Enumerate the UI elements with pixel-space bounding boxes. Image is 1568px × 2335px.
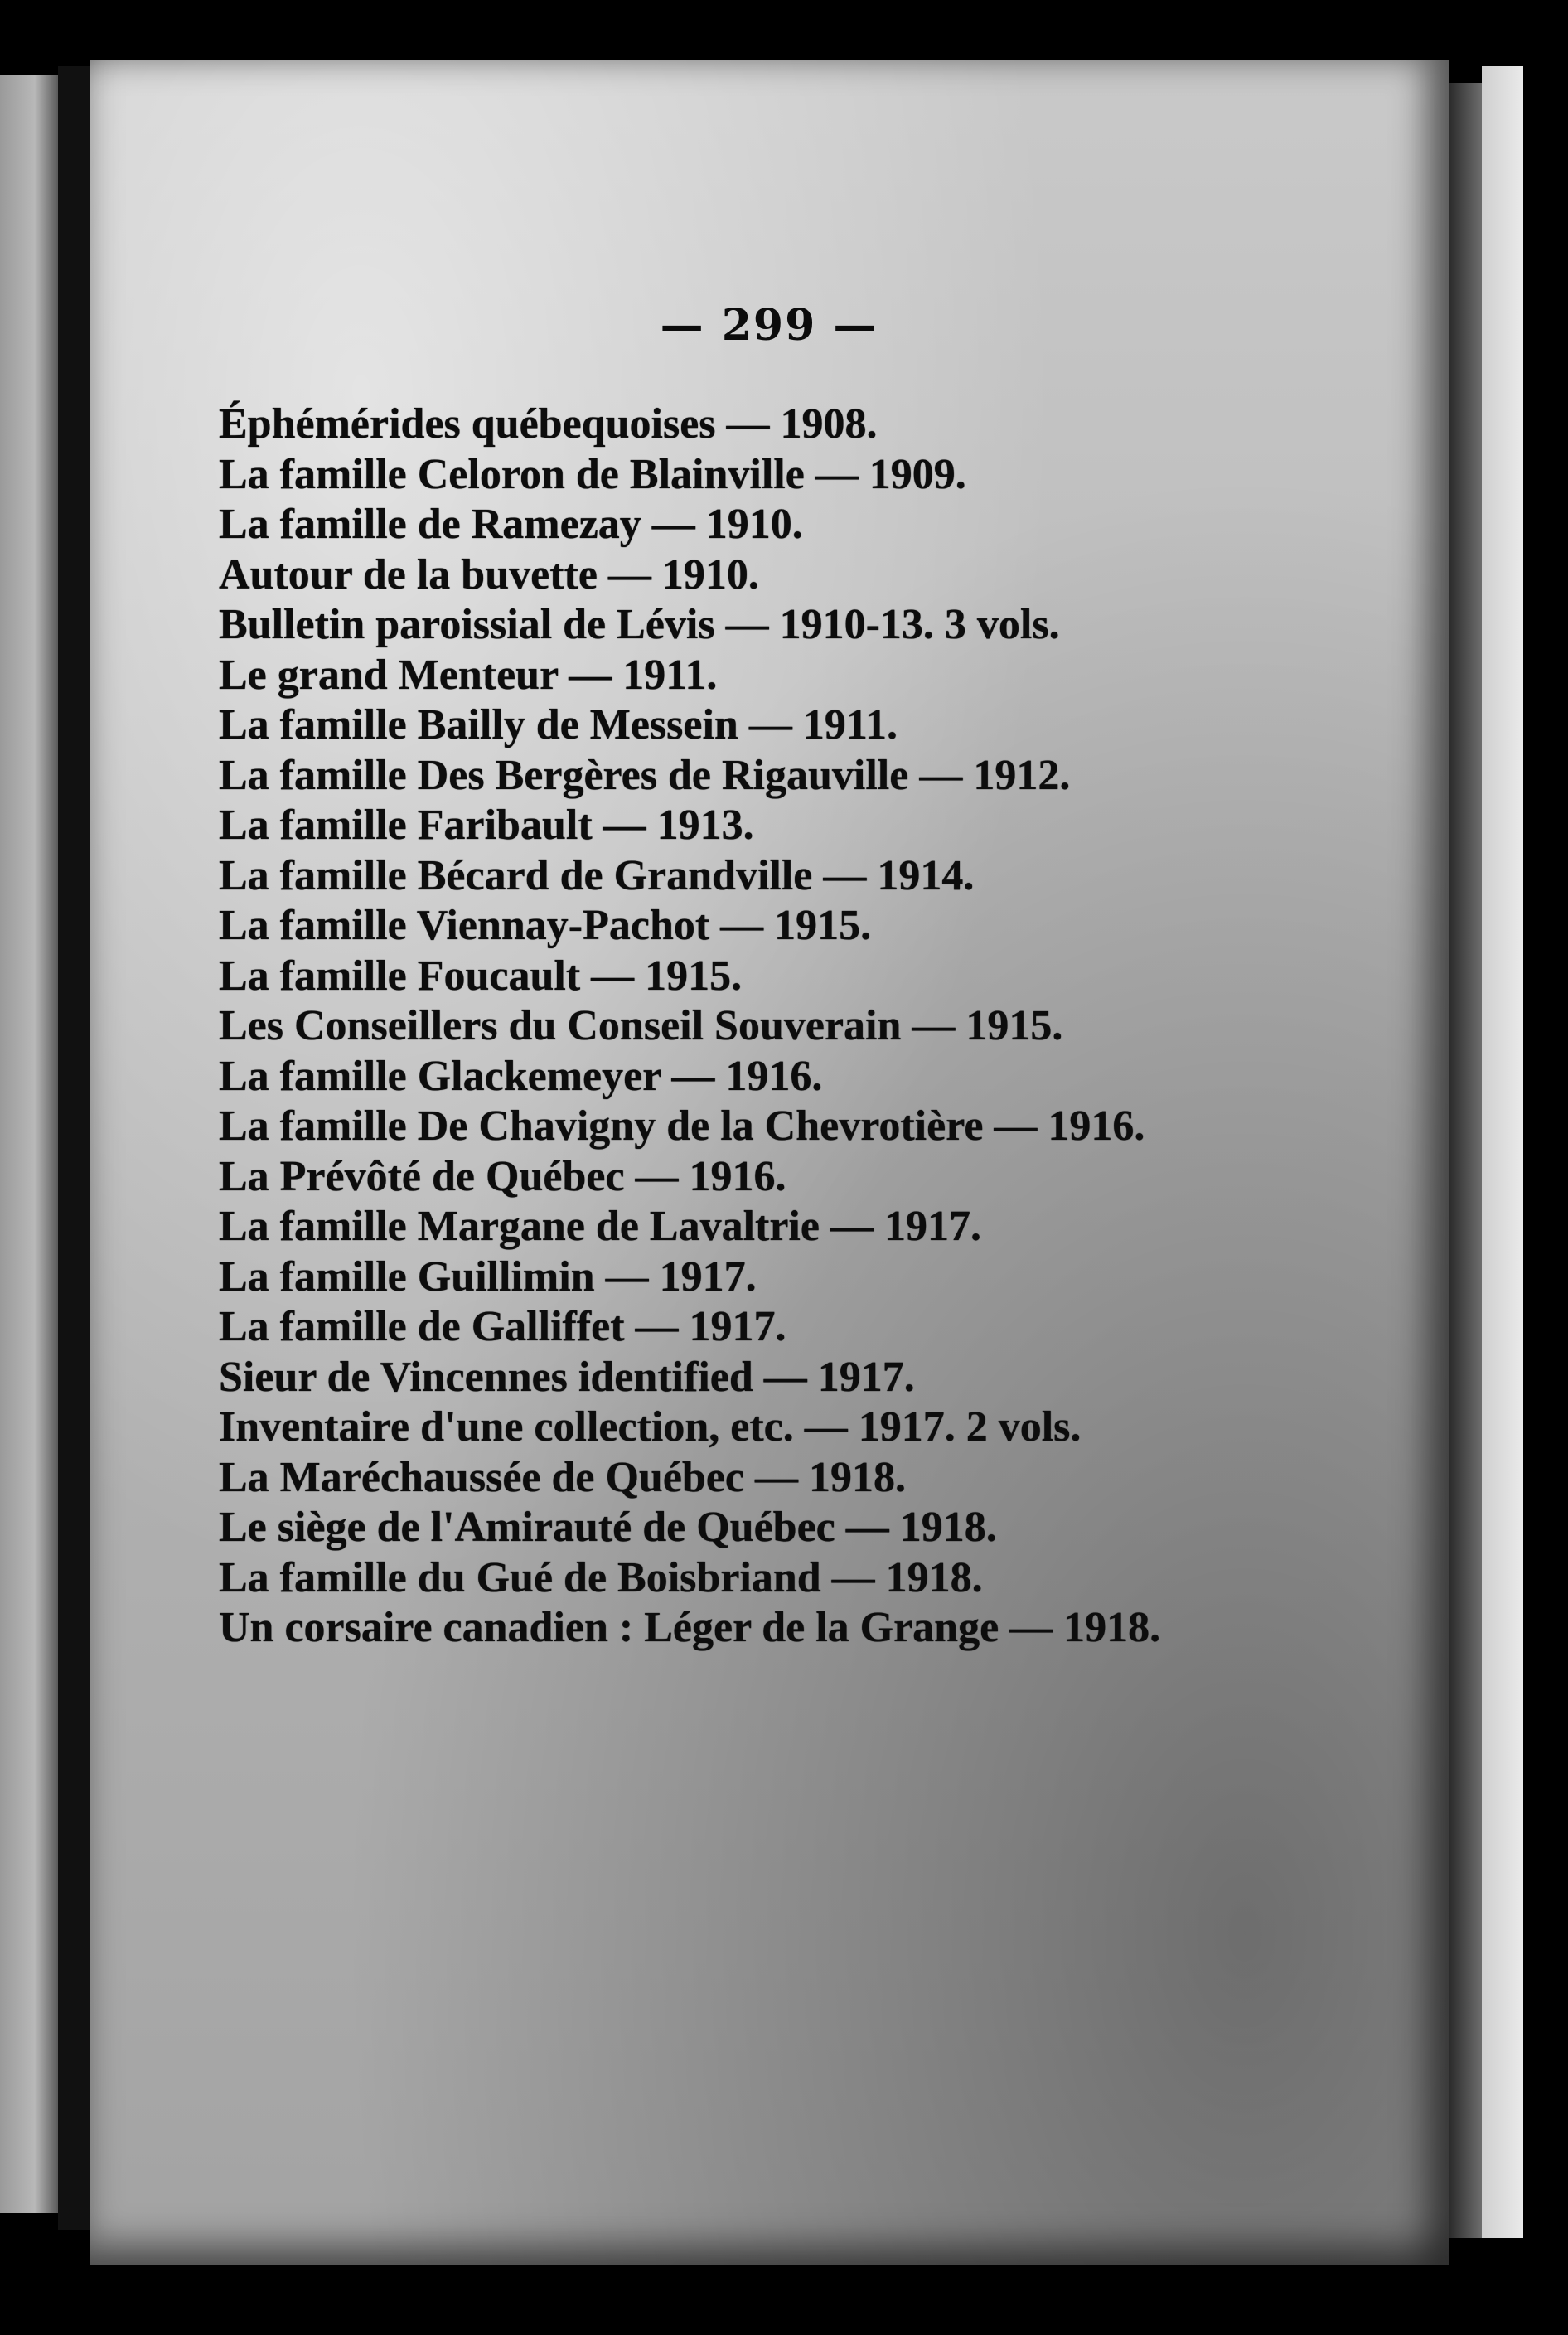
facing-page-edge <box>0 75 58 2213</box>
bibliography-entry: Les Conseillers du Conseil Souverain — 1915. <box>219 1002 1063 1049</box>
bibliography-entry: Sieur de Vincennes identified — 1917. <box>219 1353 915 1401</box>
bibliography-list <box>219 400 1288 1654</box>
bibliography-entry: Le siège de l'Amirauté de Québec — 1918. <box>219 1504 997 1551</box>
bibliography-entry: La famille Bailly de Messein — 1911. <box>219 701 898 748</box>
page-edge-shadow <box>1449 83 1482 2238</box>
bibliography-entry: La famille Margane de Lavaltrie — 1917. <box>219 1203 981 1250</box>
bibliography-entry: Le grand Menteur — 1911. <box>219 651 718 699</box>
bibliography-entry: Bulletin paroissial de Lévis — 1910-13. 3 vols. <box>219 601 1060 648</box>
bibliography-entry: La famille De Chavigny de la Chevrotière — 1916. <box>219 1102 1145 1150</box>
bibliography-entry: La famille Viennay-Pachot — 1915. <box>219 902 872 949</box>
page-number: — 299 — <box>660 300 878 351</box>
bibliography-entry: La famille Celoron de Blainville — 1909. <box>219 450 966 498</box>
bibliography-entry: La Maréchaussée de Québec — 1918. <box>219 1453 907 1501</box>
book-page <box>90 60 1449 2265</box>
bibliography-entry: Inventaire d'une collection, etc. — 1917. 2 vols. <box>219 1403 1082 1451</box>
bibliography-entry: La famille Bécard de Grandville — 1914. <box>219 851 975 899</box>
bibliography-entry: La famille Faribault — 1913. <box>219 802 754 849</box>
bibliography-entry: Un corsaire canadien : Léger de la Grange — 1918. <box>219 1604 1161 1651</box>
bibliography-entry: La famille Guillimin — 1917. <box>219 1252 757 1301</box>
bibliography-entry: La famille Glackemeyer — 1916. <box>219 1052 823 1100</box>
bibliography-entry: Éphémérides québequoises — 1908. <box>219 400 878 448</box>
book-gutter <box>58 66 91 2230</box>
bibliography-entry: La famille de Ramezay — 1910. <box>219 501 803 548</box>
page-edge-light <box>1482 66 1523 2238</box>
bibliography-entry: La Prévôté de Québec — 1916. <box>219 1152 786 1200</box>
bibliography-entry: La famille Foucault — 1915. <box>219 952 743 1000</box>
bibliography-entry: La famille du Gué de Boisbriand — 1918. <box>219 1553 983 1601</box>
bibliography-entry: La famille Des Bergères de Rigauville — 1912. <box>219 751 1071 799</box>
bibliography-entry: Autour de la buvette — 1910. <box>219 550 759 598</box>
bibliography-entry: La famille de Galliffet — 1917. <box>219 1303 786 1350</box>
